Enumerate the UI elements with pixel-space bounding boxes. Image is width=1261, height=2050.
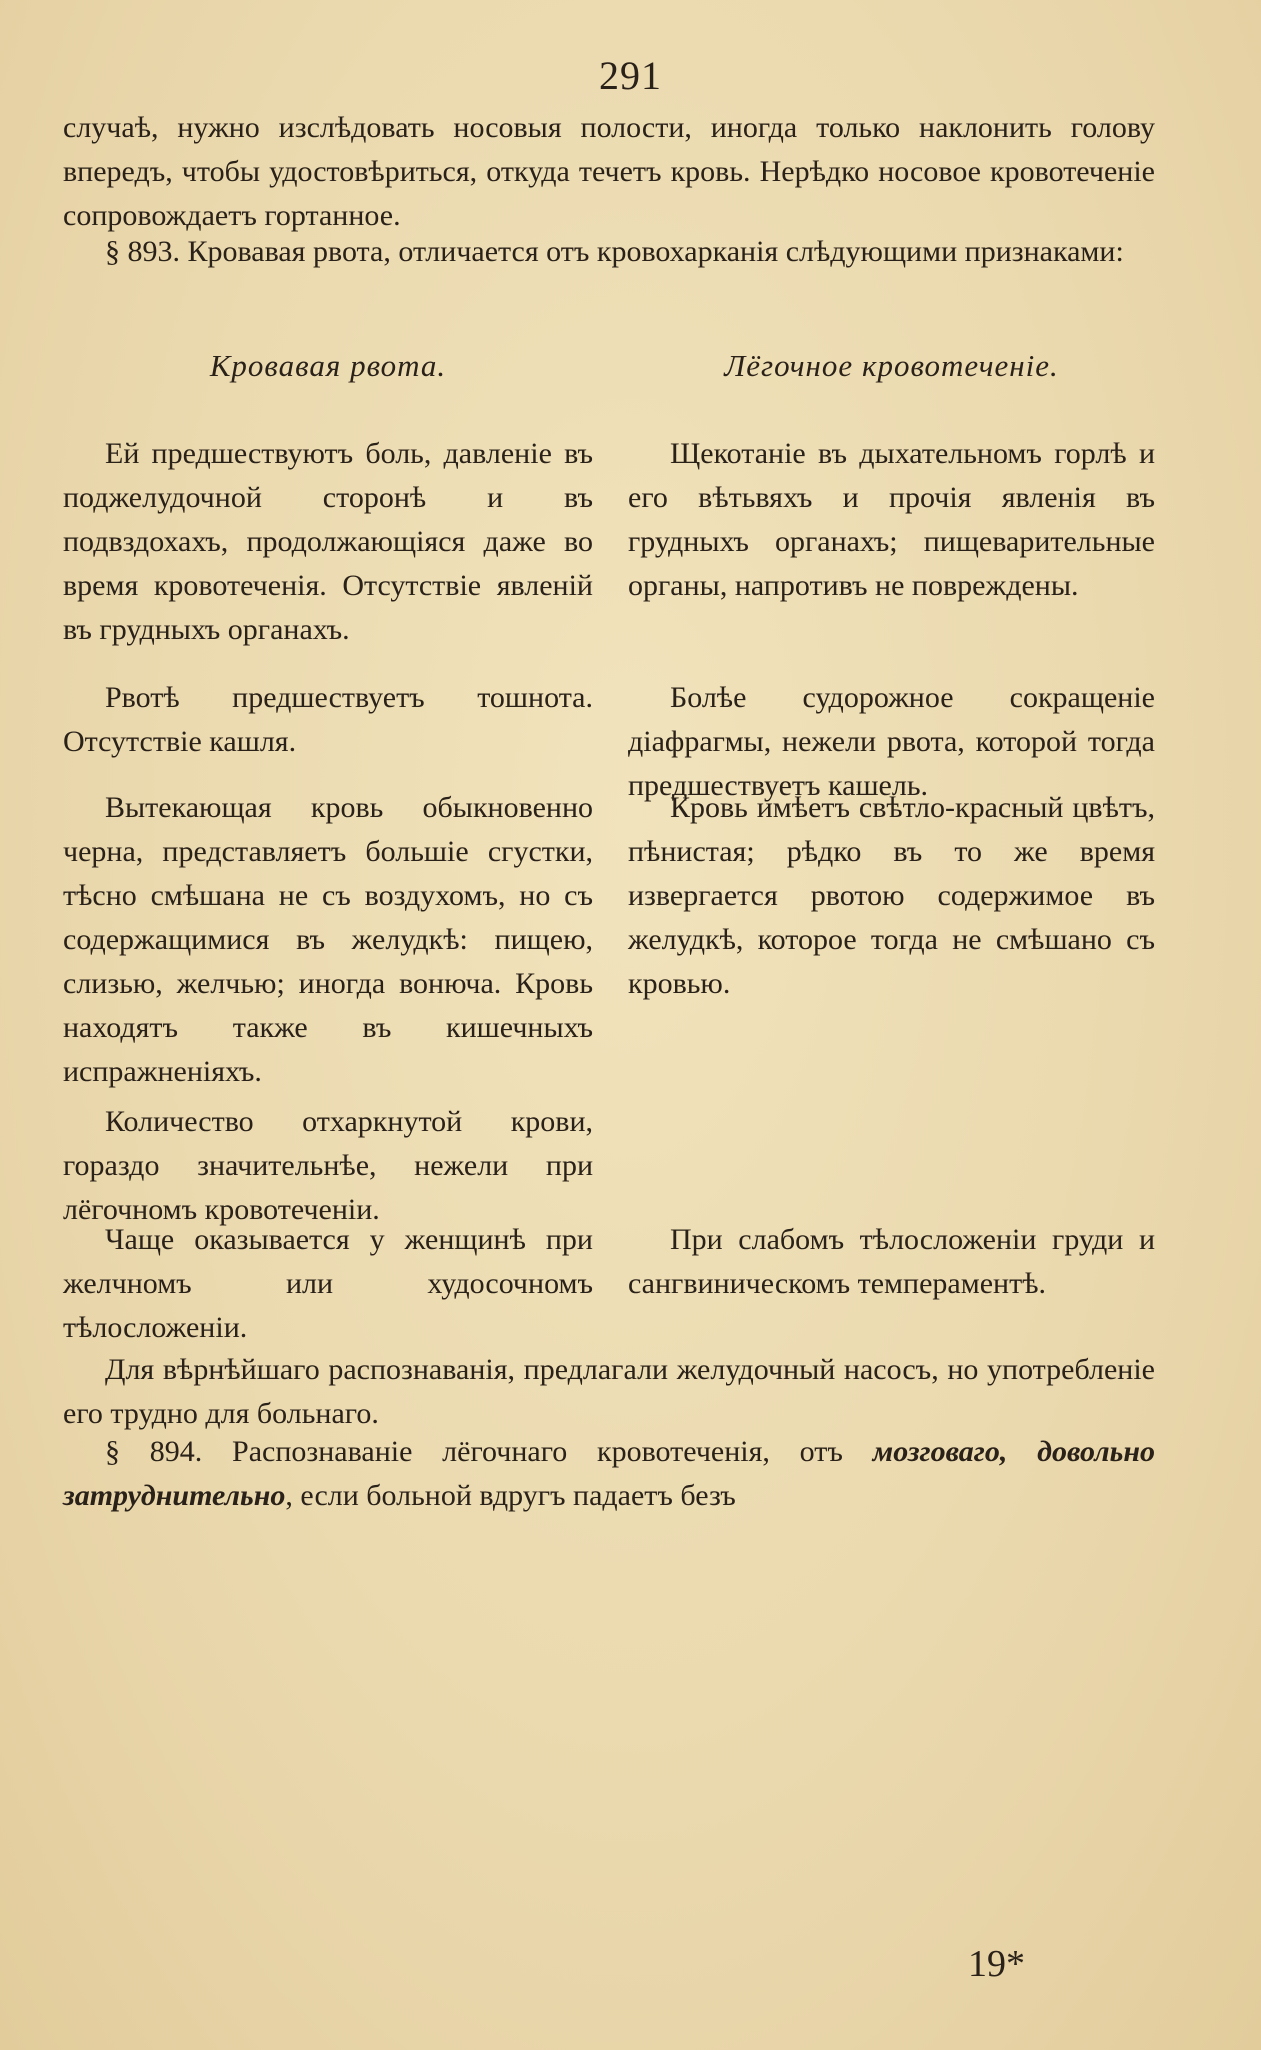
left-cell-4: Количество отхаркнутой крови, гораздо значительнѣе, нежели при лёгочномъ кровотеченіи. [63,1105,593,1226]
right-cell-2: Болѣе судорожное сокращеніе діафрагмы, нежели рвота, которой тогда предшествуетъ кашель. [628,681,1155,802]
right-cell-1: Щекотаніе въ дыхательномъ горлѣ и его вѣтьвяхъ и прочія явленія въ грудныхъ органахъ; пищеварительные органы, напротивъ не повреждены. [628,437,1155,602]
left-cell-1: Ей предшествуютъ боль, давленіе въ поджелудочной сторонѣ и въ подвздохахъ, продолжающіяся даже во время кровотеченія. Отсутствіе явленій въ грудныхъ органахъ. [63,437,593,646]
section-894-text-after: , если больной вдругъ падаетъ безъ [285,1479,736,1512]
section-894-text-before: Распознаваніе лёгочнаго кровотеченія, отъ [232,1435,843,1468]
signature-mark: 19* [968,1943,1025,1985]
section-893-paragraph [63,230,1155,274]
left-cell-3: Вытекающая кровь обыкновенно черна, представляетъ большіе сгустки, тѣсно смѣшана не съ воздухомъ, но съ содержащимися въ желудкѣ: пищею, слизью, желчью; иногда вонюча. Кровь находятъ также въ кишечныхъ испражненіяхъ. [63,791,593,1088]
section-894-number: § 894. [105,1435,203,1468]
section-894-paragraph [63,1430,1155,1518]
diagnosis-paragraph: Для вѣрнѣйшаго распознаванія, предлагали желудочный насосъ, но употребленіе его трудно для больнаго. [63,1353,1155,1430]
page-number: 291 [599,53,662,98]
intro-paragraph: случаѣ, нужно изслѣдовать носовыя полости, иногда только наклонить голову впередъ, чтобы удостовѣриться, откуда течетъ кровь. Нерѣдко носовое кровотеченіе сопровождаетъ гортанное. [63,111,1155,232]
right-cell-5: При слабомъ тѣлосложеніи груди и сангвиническомъ темпераментѣ. [628,1223,1155,1300]
section-894-italic-phrase: мозговаго, довольно затруднительно [63,1435,1156,1512]
section-893-number: § 893. [105,235,180,268]
right-column-heading: Лёгочное кровотеченіе. [724,348,1059,383]
right-cell-3: Кровь имѣетъ свѣтло-красный цвѣтъ, пѣнистая; рѣдко въ то же время извергается рвотою содержимое въ желудкѣ, которое тогда не смѣшано съ кровью. [628,791,1155,1000]
left-column-heading: Кровавая рвота. [209,348,447,383]
section-893-text: Кровавая рвота, отличается отъ кровохарканія слѣдующими признаками: [187,235,1124,268]
left-cell-2: Рвотѣ предшествуетъ тошнота. Отсутствіе кашля. [63,681,593,758]
left-cell-5: Чаще оказывается у женщинѣ при желчномъ или худосочномъ тѣлосложеніи. [63,1223,593,1344]
